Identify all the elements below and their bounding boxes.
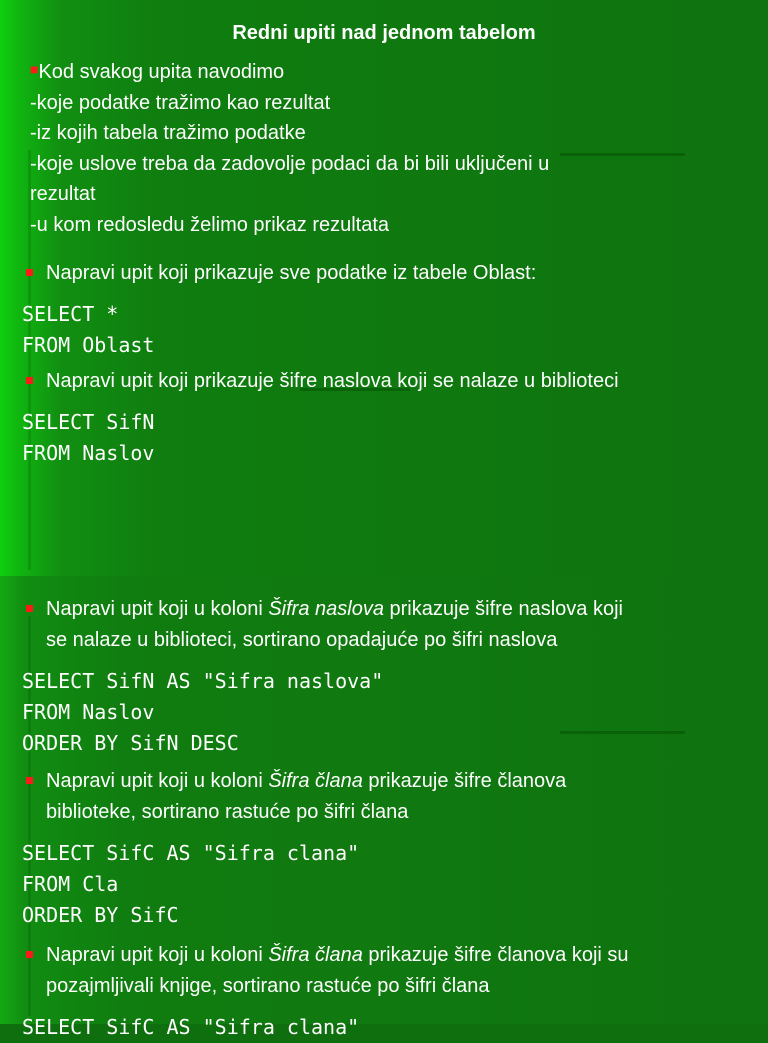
sql-code-line: SELECT SifN AS "Sifra naslova": [22, 669, 384, 693]
decor-stripe: [560, 153, 685, 156]
sql-code-line: SELECT SifC AS "Sifra clana": [22, 1015, 360, 1039]
intro-text: [30, 54, 549, 240]
sql-code-line: FROM Cla: [22, 872, 119, 896]
query-block-5: [22, 940, 758, 1043]
query-description: Napravi upit koji u koloni Šifra člana prikazuje šifre članova: [22, 766, 758, 797]
slide-title: Redni upiti nad jednom tabelom: [232, 22, 536, 44]
sql-code-line: SELECT *: [22, 302, 119, 326]
sql-code-line: FROM Naslov: [22, 441, 155, 465]
bullet-square-icon: [26, 377, 33, 384]
query-block-1: [22, 258, 758, 361]
query-description-cont: biblioteke, sortirano rastuće po šifri člana: [46, 801, 409, 823]
intro-line: -u kom redosledu želimo prikaz rezultata: [30, 213, 390, 236]
query-description-cont: pozajmljivali knjige, sortirano rastuće po šifri člana: [46, 975, 490, 997]
sql-code-line: ORDER BY SifC: [22, 903, 179, 927]
sql-code-line: FROM Naslov: [22, 700, 155, 724]
bullet-square-icon: [26, 269, 33, 276]
intro-line: ■Kod svakog upita navodimo: [30, 61, 285, 83]
sql-code-line: SELECT SifN: [22, 410, 155, 434]
intro-line: -koje uslove treba da zadovolje podaci da bi bili uključeni u: [30, 152, 550, 175]
bullet-dot-icon: ■: [30, 61, 39, 77]
query-description: Napravi upit koji u koloni Šifra naslova prikazuje šifre naslova koji: [22, 594, 758, 625]
sql-code-line: SELECT SifC AS "Sifra clana": [22, 841, 360, 865]
bullet-square-icon: [26, 951, 33, 958]
query-block-2: [22, 366, 758, 469]
intro-line: -koje podatke tražimo kao rezultat: [30, 91, 331, 114]
slide-2: [0, 576, 768, 1039]
query-description: Napravi upit koji prikazuje šifre naslova koji se nalaze u biblioteci: [22, 366, 758, 397]
sql-code-line: ORDER BY SifN DESC: [22, 731, 239, 755]
bullet-square-icon: [26, 777, 33, 784]
query-block-3: [22, 594, 758, 759]
intro-line: rezultat: [30, 183, 96, 205]
bullet-square-icon: [26, 605, 33, 612]
query-description-cont: se nalaze u biblioteci, sortirano opadajuće po šifri naslova: [46, 629, 558, 651]
intro-line: -iz kojih tabela tražimo podatke: [30, 122, 306, 144]
query-block-4: [22, 766, 758, 931]
query-description: Napravi upit koji u koloni Šifra člana prikazuje šifre članova koji su: [22, 940, 758, 971]
query-description: Napravi upit koji prikazuje sve podatke iz tabele Oblast:: [22, 258, 758, 289]
sql-code-line: FROM Oblast: [22, 333, 155, 357]
